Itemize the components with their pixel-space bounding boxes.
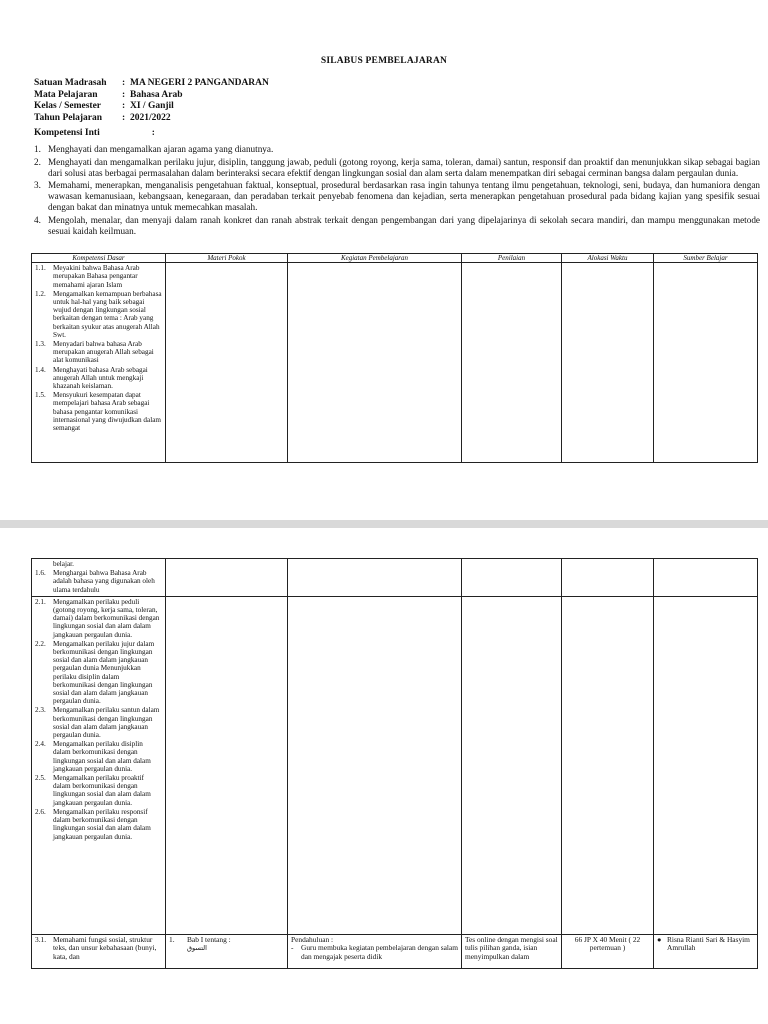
materi-item (169, 936, 284, 953)
kd-item (35, 391, 162, 432)
materi-text (187, 936, 284, 953)
kompetensi-inti-list (34, 144, 760, 238)
kd-number-blank (35, 560, 53, 568)
identity-value: XI / Ganjil (130, 101, 174, 112)
alokasi-cell (562, 263, 654, 463)
kd-item (35, 290, 162, 339)
identity-colon: : (122, 89, 126, 100)
ki-text: Memahami, menerapkan, menganalisis pengetahuan faktual, konseptual, prosedural berdasarkan rasa ingin tahunya tentang ilmu pengetahuan, teknologi, seni, budaya, dan humaniora dengan wawasan kemanusiaan, kebangsaan, kenegaraan, dan peradaban terkait penyebab fenomena dan kejadian, serta menerapkan pengetahuan prosedural pada bidang kajian yang spesifik sesuai dengan bakat dan minatnya untuk memecahkan masalah. (48, 180, 760, 212)
table-row (32, 596, 758, 934)
materi-number: 1. (169, 934, 175, 944)
materi-cell (166, 596, 288, 934)
penilaian-text: Tes online dengan mengisi soal tulis pilihan ganda, isian menyimpulkan dalam (465, 934, 558, 961)
kd-item (35, 340, 162, 365)
identity-key: Kelas / Semester (34, 101, 102, 112)
kd-text: Mengamalkan perilaku proaktif dalam berkomunikasi dengan lingkungan sosial dan alam dalam jangkauan pergaulan dunia. (53, 774, 151, 807)
materi-cell (166, 263, 288, 463)
ki-label: Kompetensi Inti (34, 128, 100, 138)
kd-text: Mengamalkan kemampuan berbahasa untuk hal-hal yang baik sebagai wujud dengan lingkungan sosial berkaitan dengan tema : Arab yang berkaitan syukur atas anugerah Allah Swt. (53, 289, 162, 339)
ki-text: Menghayati dan mengamalkan perilaku jujur, disiplin, tanggung jawab, peduli (gotong royong, kerja sama, toleran, damai) santun, responsif dan proaktif dan menunjukkan sikap sebagai bagian dari solusi atas berbagai permasalahan dalam berinteraksi secara efektif dengan lingkungan sosial dan alam serta dalam menempatkan diri sebagai cerminan bangsa dalam pergaulan dunia. (48, 156, 760, 178)
penilaian-cell (462, 263, 562, 463)
ki-text: Mengolah, menalar, dan menyaji dalam ranah konkret dan ranah abstrak terkait dengan pengembangan dari yang dipelajarinya di sekolah secara mandiri, dan mampu menggunakan metode sesuai kaidah keilmuan. (48, 214, 760, 236)
materi-cell (166, 934, 288, 968)
kompetensi-inti-heading (34, 128, 155, 138)
ki-number: 3. (34, 180, 41, 191)
kd-item (35, 936, 162, 962)
table-row (32, 263, 758, 463)
alokasi-cell (562, 934, 654, 968)
alokasi-text: 66 JP X 40 Menit ( 22 pertemuan ) (574, 934, 641, 953)
kd-text: belajar. (53, 560, 74, 568)
header-sumber-belajar: Sumber Belajar (654, 254, 758, 263)
ki-text: Menghayati dan mengamalkan ajaran agama yang dianutnya. (48, 144, 274, 154)
kd-item (35, 366, 162, 391)
table-row (32, 559, 758, 597)
identity-row (34, 78, 269, 90)
kd-text: Mengamalkan perilaku responsif dalam berkomunikasi dengan lingkungan sosial dan alam dalam jangkauan pergaulan dunia. (53, 807, 151, 841)
kd-cell (32, 934, 166, 968)
kegiatan-cell (288, 596, 462, 934)
identity-value: MA NEGERI 2 PANGANDARAN (130, 78, 269, 88)
identity-row (34, 101, 269, 113)
ki-number: 4. (34, 214, 41, 225)
kd-item (35, 598, 162, 639)
ki-item (34, 144, 760, 155)
sumber-cell (654, 934, 758, 968)
kegiatan-cell (288, 934, 462, 968)
kd-continuation (35, 560, 162, 568)
ki-item (34, 215, 760, 237)
identity-value: Bahasa Arab (130, 89, 183, 100)
sumber-cell (654, 263, 758, 463)
kd-item (35, 569, 162, 594)
kd-number: 2.4. (35, 740, 46, 749)
kd-number: 1.4. (35, 365, 46, 374)
materi-title: Bab I tentang : (187, 934, 231, 944)
identity-colon: : (122, 101, 126, 112)
kd-item (35, 640, 162, 706)
kd-number: 1.5. (35, 391, 46, 400)
syllabus-table-page-2 (31, 558, 758, 969)
ki-item (34, 157, 760, 179)
identity-value: 2021/2022 (130, 112, 171, 123)
kd-cell (32, 596, 166, 934)
kd-number: 1.1. (35, 264, 46, 273)
kd-number: 1.2. (35, 289, 46, 298)
materi-arabic: التسوق (187, 944, 207, 953)
kd-number: 1.3. (35, 340, 46, 349)
kegiatan-item (291, 944, 458, 961)
kd-number: 2.2. (35, 639, 46, 648)
document-title: SILABUS PEMBELAJARAN (320, 56, 448, 66)
sumber-text: Risna Rianti Sari & Hasyim Amrullah (667, 934, 750, 953)
kd-number: 2.5. (35, 774, 46, 783)
sumber-item (657, 936, 754, 953)
bullet-dash: - (291, 943, 294, 953)
kegiatan-cell (288, 559, 462, 597)
sumber-cell (654, 596, 758, 934)
kd-text: Meyakini bahwa Bahasa Arab merupakan Bahasa pengantar memahami ajaran Islam (53, 264, 140, 289)
header-alokasi-waktu: Alokasi Waktu (562, 254, 654, 263)
materi-cell (166, 559, 288, 597)
kegiatan-text: Guru membuka kegiatan pembelajaran dengan salam dan mengajak peserta didik (301, 943, 458, 961)
identity-key: Mata Pelajaran (34, 89, 98, 100)
kd-text: Menyadari bahwa bahasa Arab merupakan anugerah Allah sebagai alat komunikasi (53, 340, 154, 365)
kd-text: Mengamalkan perilaku disiplin dalam berkomunikasi dengan lingkungan sosial dan alam dalam jangkauan pergaulan dunia. (53, 740, 151, 773)
header-kegiatan-pembelajaran: Kegiatan Pembelajaran (288, 254, 462, 263)
kd-item (35, 740, 162, 773)
kd-number: 2.3. (35, 706, 46, 715)
penilaian-cell (462, 596, 562, 934)
identity-colon: : (122, 78, 126, 88)
kd-text: Mengamalkan perilaku peduli (gotong royong, kerja sama, toleran, damai) dalam berkomunikasi dengan lingkungan sosial dan alam dalam jangkauan pergaulan dunia. (53, 597, 160, 639)
kd-item (35, 774, 162, 807)
header-kompetensi-dasar: Kompetensi Dasar (32, 254, 166, 263)
header-materi-pokok: Materi Pokok (166, 254, 288, 263)
sumber-cell (654, 559, 758, 597)
ki-colon: : (151, 128, 155, 138)
alokasi-cell (562, 559, 654, 597)
document-page-2 (0, 528, 768, 1024)
kd-text: Menghargai bahwa Bahasa Arab adalah bahasa yang digunakan oleh ulama terdahulu (53, 569, 155, 594)
header-penilaian: Penilaian (462, 254, 562, 263)
kd-text: Mensyukuri kesempatan dapat mempelajari bahasa Arab sebagai bahasa pengantar komunikasi internasional yang diwujudkan dalam semangat (53, 391, 161, 433)
table-header-row (32, 254, 758, 263)
identity-row (34, 90, 269, 102)
kd-cell (32, 263, 166, 463)
penilaian-cell (462, 934, 562, 968)
bullet-dot-icon: ● (657, 934, 662, 944)
kd-number: 2.1. (35, 597, 46, 606)
ki-number: 2. (34, 156, 41, 167)
kd-text: Mengamalkan perilaku santun dalam berkomunikasi dengan lingkungan sosial dan alam dalam jangkauan pergaulan dunia. (53, 706, 160, 740)
kd-item (35, 706, 162, 739)
kd-text: Memahami fungsi sosial, struktur teks, dan unsur kebahasaan (bunyi, kata, dan (53, 934, 157, 961)
identity-key: Tahun Pelajaran (34, 112, 103, 123)
identity-block (34, 78, 269, 124)
identity-colon: : (122, 112, 126, 123)
kd-number: 1.6. (35, 569, 46, 578)
identity-key: Satuan Madrasah (34, 78, 107, 88)
kd-number: 3.1. (35, 934, 47, 944)
table-row (32, 934, 758, 968)
ki-item (34, 180, 760, 212)
kegiatan-label: Pendahuluan : (291, 934, 334, 944)
alokasi-cell (562, 596, 654, 934)
kegiatan-cell (288, 263, 462, 463)
identity-row (34, 113, 269, 125)
kd-text: Mengamalkan perilaku jujur dalam berkomunikasi dengan lingkungan sosial dan alam dalam jangkauan pergaulan dunia Menunjukkan perilaku disiplin dalam berkomunikasi dengan lingkungan sosial dan alam dalam jangkauan pergaulan dunia. (53, 639, 155, 706)
syllabus-table-page-1 (31, 253, 758, 463)
kd-item (35, 808, 162, 841)
kd-number: 2.6. (35, 807, 46, 816)
kd-cell (32, 559, 166, 597)
ki-number: 1. (34, 144, 41, 154)
kd-item (35, 264, 162, 289)
penilaian-cell (462, 559, 562, 597)
kd-text: Menghayati bahasa Arab sebagai anugerah Allah untuk mengkaji khazanah keislaman. (53, 365, 148, 391)
